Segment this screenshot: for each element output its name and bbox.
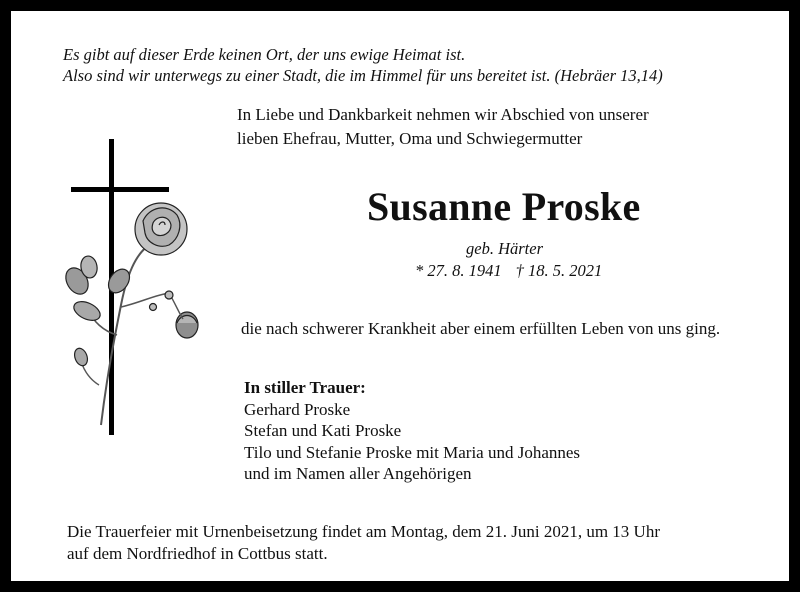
life-dates <box>415 260 602 282</box>
verse-line-2: Also sind wir unterwegs zu einer Stadt, die im Himmel für uns bereitet ist. (Hebräer 13,14) <box>63 66 663 85</box>
deceased-name: Susanne Proske <box>367 184 641 229</box>
mourner-name: Gerhard Proske <box>244 399 351 419</box>
intro-line-1: In Liebe und Dankbarkeit nehmen wir Abschied von unserer <box>237 105 649 124</box>
birth-name: geb. Härter <box>466 239 543 258</box>
service-line-1: Die Trauerfeier mit Urnenbeisetzung findet am Montag, dem 21. Juni 2021, um 13 Uhr <box>67 522 660 541</box>
mourners-block <box>244 377 580 485</box>
cross-and-rose-emblem <box>59 135 231 439</box>
verse-line-1: Es gibt auf dieser Erde keinen Ort, der uns ewige Heimat ist. <box>63 45 466 64</box>
mourner-name: Stefan und Kati Proske <box>244 421 402 440</box>
farewell-intro <box>237 103 649 151</box>
mourner-name: und im Namen aller Angehörigen <box>244 464 472 483</box>
rose-icon <box>61 203 198 425</box>
mourner-name: Tilo und Stefanie Proske mit Maria und Johannes <box>244 442 581 462</box>
mourners-heading: In stiller Trauer: <box>244 378 366 397</box>
birth-date: * 27. 8. 1941 <box>415 261 502 280</box>
passing-statement: die nach schwerer Krankheit aber einem erfüllten Leben von uns ging. <box>241 319 721 338</box>
intro-line-2: lieben Ehefrau, Mutter, Oma und Schwiegermutter <box>237 129 583 148</box>
bible-verse <box>63 44 663 86</box>
funeral-service-info <box>67 521 660 565</box>
service-line-2: auf dem Nordfriedhof in Cottbus statt. <box>67 544 328 563</box>
death-date: † 18. 5. 2021 <box>515 261 603 280</box>
